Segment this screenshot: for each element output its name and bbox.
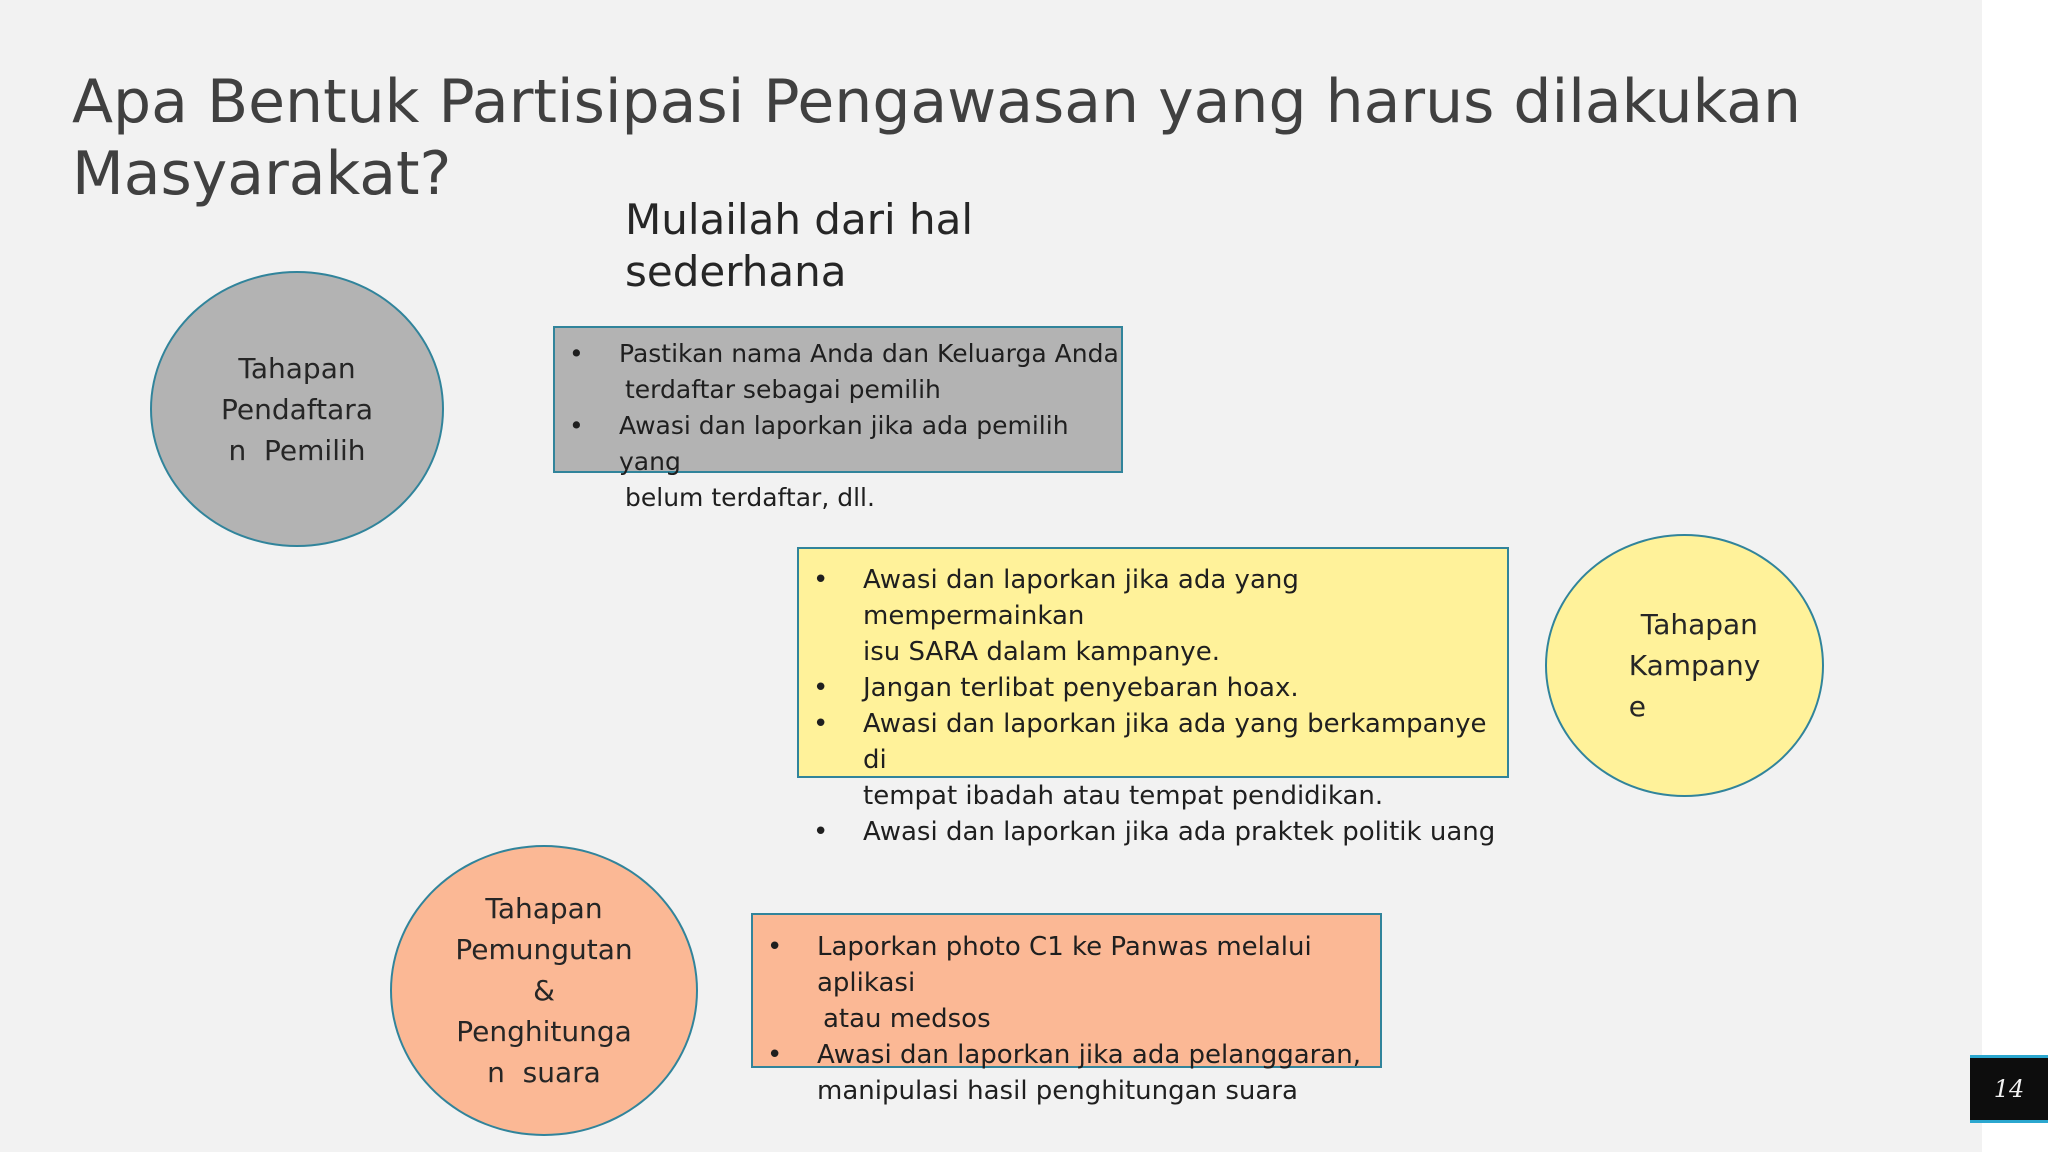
stage-label-line: Pendaftara	[221, 392, 373, 426]
bullet-line: isu SARA dalam kampanye.	[863, 637, 1220, 667]
stage-pemungutan-ellipse	[390, 845, 698, 1136]
stage-kampanye-box	[797, 547, 1509, 847]
bullet-line: • Awasi dan laporkan jika ada yang berkampanye di	[863, 709, 1487, 775]
bullet-line: terdaftar sebagai pemilih	[625, 375, 941, 404]
bullet-line: atau medsos	[823, 1004, 991, 1034]
bullet-item	[555, 336, 1121, 408]
stage-label-line: Pemungutan	[455, 933, 633, 966]
slide-margin	[1982, 0, 2048, 1152]
bullet-list	[753, 929, 1380, 1109]
stage-pemungutan-box	[751, 913, 1382, 1106]
bullet-item	[799, 670, 1507, 706]
stage-label-line: n suara	[487, 1056, 601, 1089]
bullet-line: • Pastikan nama Anda dan Keluarga Anda	[619, 339, 1119, 368]
bullet-item	[753, 929, 1380, 1037]
stage-kampanye-ellipse	[1545, 534, 1824, 797]
slide-title	[72, 66, 1892, 210]
bullet-item	[555, 408, 1121, 516]
stage-pendaftaran-box	[553, 326, 1123, 512]
bullet-line: tempat ibadah atau tempat pendidikan.	[863, 781, 1384, 811]
slide-subtitle-line: sederhana	[625, 247, 847, 296]
page-number: 14	[1993, 1075, 2025, 1103]
stage-kampanye-label	[1609, 604, 1761, 727]
bullet-item	[799, 814, 1507, 850]
bullet-line: • Laporkan photo C1 ke Panwas melalui aplikasi	[817, 932, 1312, 998]
bullet-list	[799, 562, 1507, 850]
slide-title-line: Apa Bentuk Partisipasi Pengawasan yang harus dilakukan	[72, 67, 1802, 137]
stage-label-line: e	[1628, 690, 1646, 723]
stage-label-line: Kampany	[1628, 649, 1761, 682]
bullet-list	[555, 336, 1121, 516]
stage-pendaftaran-label	[221, 348, 373, 471]
stage-label-line: n Pemilih	[228, 433, 366, 467]
page-number-badge	[1970, 1055, 2048, 1123]
bullet-line: • Awasi dan laporkan jika ada yang mempermainkan	[863, 565, 1299, 631]
bullet-item	[753, 1037, 1380, 1109]
bullet-line: • Awasi dan laporkan jika ada praktek politik uang	[863, 817, 1496, 847]
slide-title-line: Masyarakat?	[72, 139, 452, 209]
bullet-line: • Awasi dan laporkan jika ada pelanggaran,	[817, 1040, 1361, 1070]
bullet-line: • Awasi dan laporkan jika ada pemilih yang	[619, 411, 1069, 476]
stage-label-line: &	[533, 974, 555, 1007]
stage-pendaftaran-ellipse	[150, 271, 444, 547]
bullet-line: manipulasi hasil penghitungan suara	[817, 1076, 1298, 1106]
bullet-item	[799, 706, 1507, 814]
slide-subtitle-line: Mulailah dari hal	[625, 195, 974, 244]
stage-label-line: Tahapan	[1640, 608, 1758, 641]
bullet-item	[799, 562, 1507, 670]
bullet-line: • Jangan terlibat penyebaran hoax.	[863, 673, 1299, 703]
stage-label-line: Tahapan	[485, 892, 603, 925]
stage-label-line: Penghitunga	[456, 1015, 632, 1048]
slide-subtitle	[625, 194, 1045, 298]
stage-label-line: Tahapan	[238, 351, 356, 385]
stage-pemungutan-label	[455, 888, 632, 1093]
bullet-line: belum terdaftar, dll.	[625, 483, 875, 512]
